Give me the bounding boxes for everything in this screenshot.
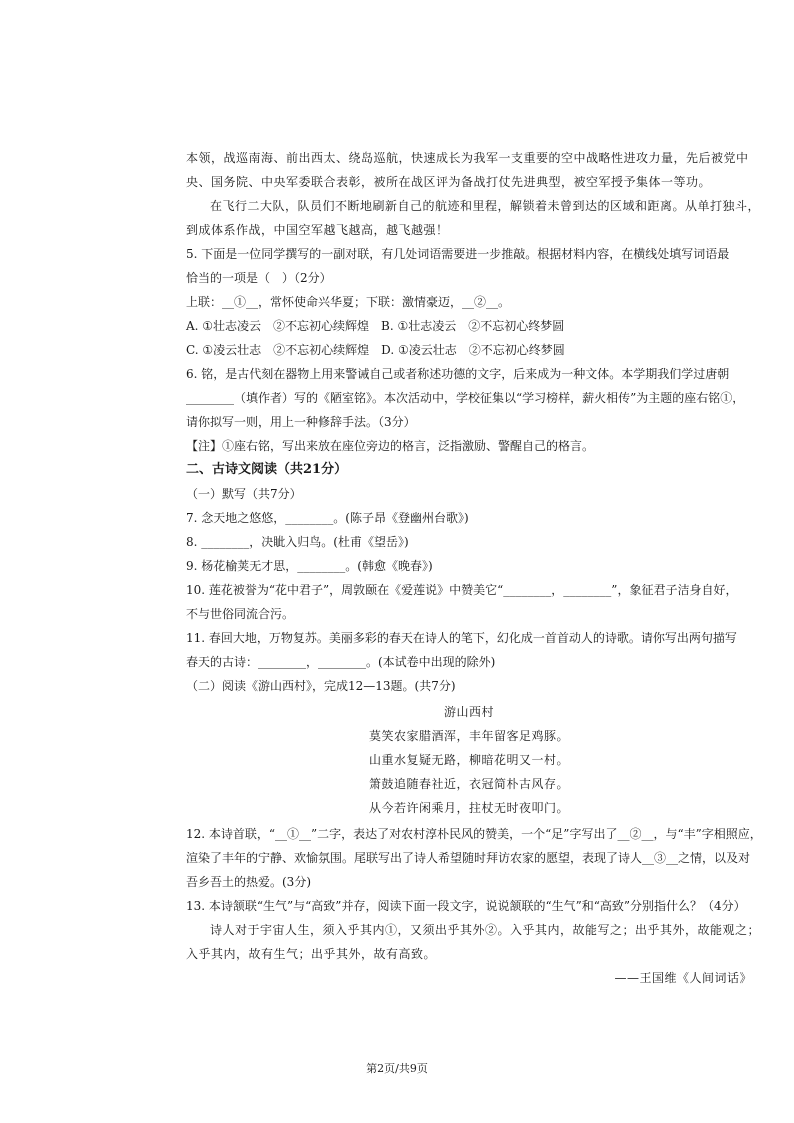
q12-line: 12. 本诗首联，“__①__”二字，表达了对农村淳朴民风的赞美，一个“足”字写出了__②__，与“丰”字相照应， — [186, 827, 762, 841]
intro-line: 本领，战巡南海、前出西太、绕岛巡航，快速成长为我军一支重要的空中战略性进攻力量，先后被党中 — [186, 151, 749, 165]
q12-line: 吾乡吾土的热爱。(3分) — [186, 875, 311, 889]
poem-line: 山重水复疑无路，柳暗花明又一村。 — [368, 753, 569, 767]
question-6 — [186, 362, 752, 458]
question-10-line: 10. 莲花被誉为“花中君子”，周敦颐在《爱莲说》中赞美它“________，________”，象征君子洁身自好， — [186, 583, 738, 597]
q13-stem: 13. 本诗颔联“生气”与“高致”并存，阅读下面一段文字，说说颔联的“生气”和“高致”分别指什么？（4分） — [186, 899, 746, 913]
question-7: 7. 念天地之悠悠，________。(陈子昂《登幽州台歌》) — [186, 511, 469, 525]
q6-stem-line: ________（填作者）写的《陋室铭》。本次活动中，学校征集以“学习榜样，薪火相传”为主题的座右铭①， — [186, 391, 745, 405]
question-8: 8. ________，决眦入归鸟。(杜甫《望岳》) — [186, 535, 409, 549]
poem-line: 从今若许闲乘月，拄杖无时夜叩门。 — [368, 801, 569, 815]
q5-stem-line: 5. 下面是一位同学撰写的一副对联，有几处词语需要进一步推敲。根据材料内容，在横线处填写词语最 — [186, 247, 730, 261]
poem-line: 箫鼓追随春社近，衣冠简朴古风存。 — [368, 777, 569, 791]
intro-line: 央、国务院、中央军委联合表彰，被所在战区评为备战打仗先进典型，被空军授予集体一等功。 — [186, 175, 712, 189]
q6-stem-line: 请你拟写一则，用上一种修辞手法。（3分） — [186, 415, 416, 429]
intro-line: 到成体系作战，中国空军越飞越高，越飞越强！ — [186, 223, 449, 237]
q5-couplet: 上联：__①__，常怀使命兴华夏；下联：激情豪迈，__②__。 — [186, 295, 511, 309]
question-9: 9. 杨花榆荚无才思，________。(韩愈《晚春》) — [186, 559, 433, 573]
q5-options-ab: A. ①壮志凌云 ②不忘初心续辉煌 B. ①壮志凌云 ②不忘初心终梦圆 — [186, 319, 565, 333]
question-12 — [186, 822, 762, 894]
quote-source: ——王国维《人间词话》 — [614, 971, 752, 985]
intro-paragraph — [186, 146, 761, 242]
section-title: 二、古诗文阅读（共21分） — [186, 462, 348, 477]
intro-line: 在飞行二大队，队员们不断地刷新自己的航迹和里程，解锁着未曾到达的区域和距离。从单打独斗， — [210, 199, 761, 213]
question-11-line: 春天的古诗：________，________。(本试卷中出现的除外) — [186, 655, 496, 669]
quote-line: 诗人对于宇宙人生，须入乎其内①，又须出乎其外②。入乎其内，故能写之；出乎其外，故能观之； — [210, 923, 761, 937]
q5-stem-line: 恰当的一项是（ ）（2分） — [186, 271, 332, 285]
q6-stem-line: 6. 铭，是古代刻在器物上用来警诫自己或者称述功德的文字，后来成为一种文体。本学期我们学过唐朝 — [186, 367, 730, 381]
question-10-line: 不与世俗同流合污。 — [186, 607, 295, 621]
q6-note: 【注】①座右铭，写出来放在座位旁边的格言，泛指激励、警醒自己的格言。 — [186, 439, 595, 453]
page-number: 第2页/共9页 — [366, 1062, 428, 1075]
part-1-title: （一）默写（共7分） — [186, 487, 302, 501]
quote-line: 入乎其内，故有生气；出乎其外，故有高致。 — [186, 947, 437, 961]
question-13 — [186, 894, 752, 918]
poem-line: 莫笑农家腊酒浑，丰年留客足鸡豚。 — [368, 729, 569, 743]
question-11-line: 11. 春回大地，万物复苏。美丽多彩的春天在诗人的笔下，幻化成一首首动人的诗歌。请你写出两句描写 — [186, 631, 737, 645]
q12-line: 渲染了丰年的宁静、欢愉氛围。尾联写出了诗人希望随时拜访农家的愿望，表现了诗人__③__之情，以及对 — [186, 851, 751, 865]
poem — [186, 700, 752, 820]
question-5 — [186, 242, 752, 362]
section-2 — [186, 458, 752, 698]
part-2-title: （二）阅读《游山西村》，完成12—13题。(共7分) — [186, 679, 456, 693]
q5-options-cd: C. ①凌云壮志 ②不忘初心续辉煌 D. ①凌云壮志 ②不忘初心终梦圆 — [186, 343, 565, 357]
quote-passage — [186, 918, 761, 990]
poem-title: 游山西村 — [443, 705, 494, 719]
